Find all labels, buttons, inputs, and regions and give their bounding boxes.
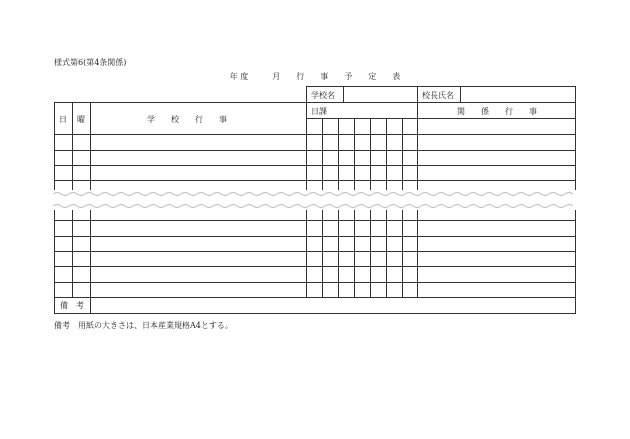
table-row xyxy=(54,251,576,252)
table-row xyxy=(54,297,576,298)
principal-name-divider xyxy=(460,86,461,102)
related-events-label: 関 係 行 事 xyxy=(457,107,537,116)
table-subheader-border xyxy=(306,118,576,119)
remarks-divider xyxy=(90,297,91,313)
footnote: 備考 用紙の大きさは、日本産業規格A4とする。 xyxy=(54,321,233,330)
table-row xyxy=(54,236,576,237)
omission-gap xyxy=(53,190,578,210)
table-top-border xyxy=(306,86,576,87)
table-row xyxy=(54,180,576,181)
daily-schedule-label: 日課 xyxy=(311,107,327,116)
table-header-border xyxy=(54,102,576,103)
table-row xyxy=(54,165,576,166)
table-bottom-border xyxy=(54,313,576,314)
page-title: 年 度 月 行 事 予 定 表 xyxy=(229,72,401,81)
day-label: 日 xyxy=(59,115,67,124)
remarks-label: 備 考 xyxy=(60,301,84,310)
table-row xyxy=(54,134,576,135)
table-row xyxy=(54,150,576,151)
school-events-label: 学 校 行 事 xyxy=(147,115,227,124)
form-number: 様式第6(第4条関係) xyxy=(54,58,127,67)
wavy-break-icon xyxy=(53,190,578,210)
school-name-label: 学校名 xyxy=(311,91,335,100)
weekday-label: 曜 xyxy=(77,115,85,124)
school-name-divider xyxy=(343,86,344,102)
table-row xyxy=(54,282,576,283)
table-row xyxy=(54,220,576,221)
table-row xyxy=(54,266,576,267)
principal-name-label: 校長氏名 xyxy=(422,91,454,100)
